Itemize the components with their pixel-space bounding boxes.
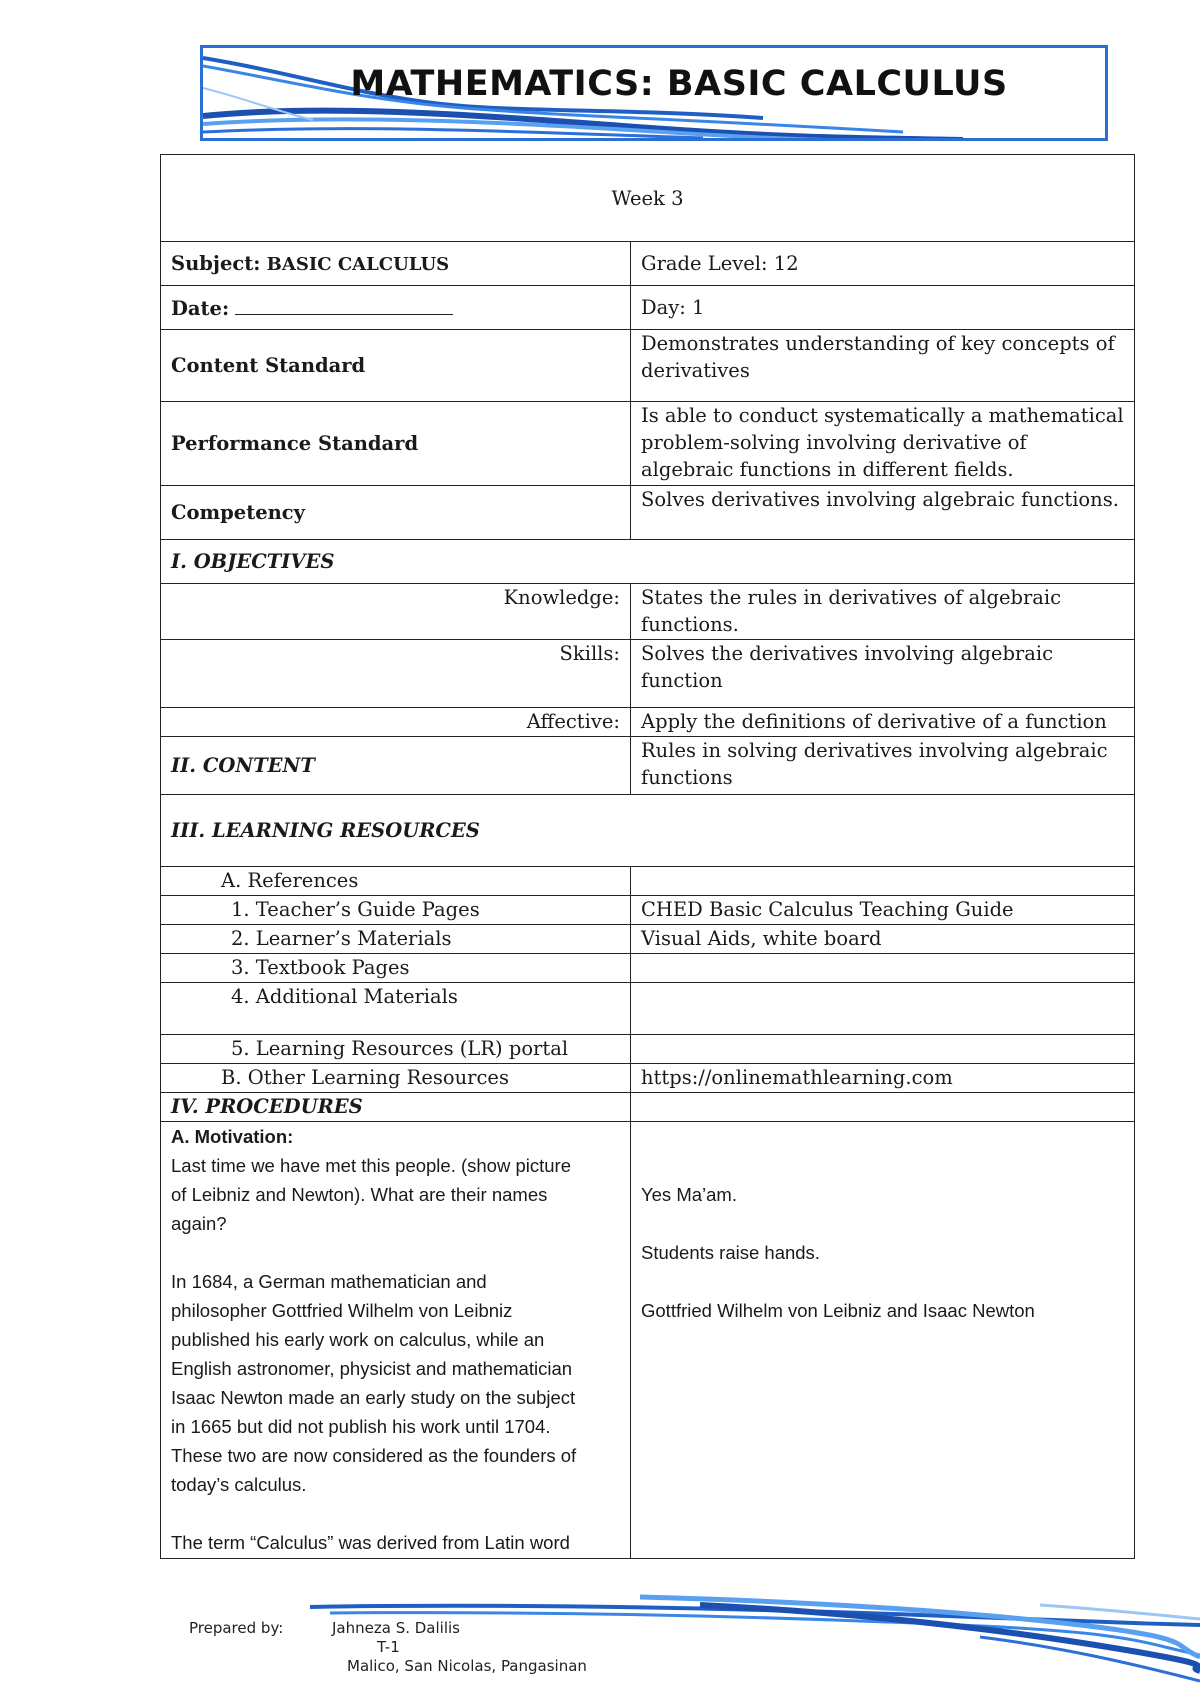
procedures-heading-blank xyxy=(631,1093,1135,1122)
student-activity-cell xyxy=(631,1122,1135,1559)
header-banner xyxy=(200,45,1108,141)
resource-item-label: 1. Teacher’s Guide Pages xyxy=(161,896,631,925)
week-label: Week 3 xyxy=(611,186,684,210)
page-title: MATHEMATICS: BASIC CALCULUS xyxy=(350,64,1008,104)
teacher-text-line: Last time we have met this people. (show picture xyxy=(171,1155,571,1176)
student-spacer xyxy=(641,1122,1124,1151)
competency-value: Solves derivatives involving algebraic functions. xyxy=(631,486,1135,540)
teacher-text-line: philosopher Gottfried Wilhelm von Leibniz xyxy=(171,1300,513,1321)
teacher-text-line: today’s calculus. xyxy=(171,1474,307,1495)
student-response-line: Students raise hands. xyxy=(641,1242,820,1263)
week-cell xyxy=(161,155,1135,242)
school-address: Malico, San Nicolas, Pangasinan xyxy=(347,1657,587,1675)
footer xyxy=(0,1585,1200,1696)
performance-standard-value: Is able to conduct systematically a mathematical problem-solving involving derivative of algebraic functions in different fields. xyxy=(631,402,1135,486)
references-value xyxy=(631,867,1135,896)
date-label: Date: xyxy=(171,296,230,320)
subject-label: Subject: xyxy=(171,251,261,275)
resource-item-value xyxy=(631,1035,1135,1064)
teacher-text-line xyxy=(171,1238,620,1267)
teacher-text-line: of Leibniz and Newton). What are their names xyxy=(171,1184,548,1205)
student-response-line xyxy=(641,1267,1124,1296)
performance-standard-label: Performance Standard xyxy=(161,402,631,486)
other-resources-label: B. Other Learning Resources xyxy=(161,1064,631,1093)
content-standard-label: Content Standard xyxy=(161,330,631,402)
knowledge-label: Knowledge: xyxy=(161,584,631,640)
subject-cell xyxy=(161,242,631,286)
other-resources-link[interactable]: https://onlinemathlearning.com xyxy=(631,1064,1135,1093)
resource-item-value: Visual Aids, white board xyxy=(631,925,1135,954)
references-label: A. References xyxy=(161,867,631,896)
teacher-text-line: The term “Calculus” was derived from Latin word xyxy=(171,1532,570,1553)
learning-resources-heading: III. LEARNING RESOURCES xyxy=(161,795,1135,867)
preparer-name: Jahneza S. Dalilis xyxy=(332,1619,460,1637)
teacher-text-line: English astronomer, physicist and mathematician xyxy=(171,1358,573,1379)
preparer-position: T-1 xyxy=(377,1638,400,1656)
date-blank-line xyxy=(235,294,453,315)
affective-label: Affective: xyxy=(161,708,631,737)
content-standard-value: Demonstrates understanding of key concepts of derivatives xyxy=(631,330,1135,402)
grade-level-cell xyxy=(631,242,1135,286)
affective-value: Apply the definitions of derivative of a function xyxy=(631,708,1135,737)
skills-value: Solves the derivatives involving algebraic function xyxy=(631,640,1135,708)
student-response-line xyxy=(641,1151,1124,1180)
teacher-text-line: In 1684, a German mathematician and xyxy=(171,1271,487,1292)
content-heading: II. CONTENT xyxy=(161,737,631,795)
procedures-heading: IV. PROCEDURES xyxy=(161,1093,631,1122)
teacher-text-line xyxy=(171,1499,620,1528)
teacher-activity-cell xyxy=(161,1122,631,1559)
teacher-text-line: in 1665 but did not publish his work until 1704. xyxy=(171,1416,551,1437)
teacher-text-line: again? xyxy=(171,1213,227,1234)
resource-item-value: CHED Basic Calculus Teaching Guide xyxy=(631,896,1135,925)
date-cell xyxy=(161,286,631,330)
student-response-line: Yes Ma’am. xyxy=(641,1184,737,1205)
day-cell xyxy=(631,286,1135,330)
teacher-text-line: These two are now considered as the founders of xyxy=(171,1445,577,1466)
teacher-text-line: Isaac Newton made an early study on the subject xyxy=(171,1387,576,1408)
footer-wave-graphic xyxy=(0,1585,1200,1696)
resource-item-label: 5. Learning Resources (LR) portal xyxy=(161,1035,631,1064)
lesson-plan-table xyxy=(160,154,1135,1559)
day-value: Day: 1 xyxy=(641,296,705,319)
subject-value: BASIC CALCULUS xyxy=(266,253,450,275)
student-lines xyxy=(641,1151,1124,1325)
resource-item-label: 2. Learner’s Materials xyxy=(161,925,631,954)
competency-label: Competency xyxy=(161,486,631,540)
grade-level: Grade Level: 12 xyxy=(641,252,799,275)
student-response-line: Gottfried Wilhelm von Leibniz and Isaac Newton xyxy=(641,1300,1035,1321)
resource-item-value xyxy=(631,954,1135,983)
content-value: Rules in solving derivatives involving algebraic functions xyxy=(631,737,1135,795)
resource-item-label: 4. Additional Materials xyxy=(161,983,631,1035)
objectives-heading: I. OBJECTIVES xyxy=(161,540,1135,584)
knowledge-value: States the rules in derivatives of algebraic functions. xyxy=(631,584,1135,640)
prepared-by-label: Prepared by: xyxy=(189,1619,284,1637)
teacher-text-line: published his early work on calculus, while an xyxy=(171,1329,545,1350)
resource-item-value xyxy=(631,983,1135,1035)
teacher-lines xyxy=(171,1151,620,1557)
motivation-heading: A. Motivation: xyxy=(171,1126,294,1147)
student-response-line xyxy=(641,1209,1124,1238)
skills-label: Skills: xyxy=(161,640,631,708)
resource-item-label: 3. Textbook Pages xyxy=(161,954,631,983)
